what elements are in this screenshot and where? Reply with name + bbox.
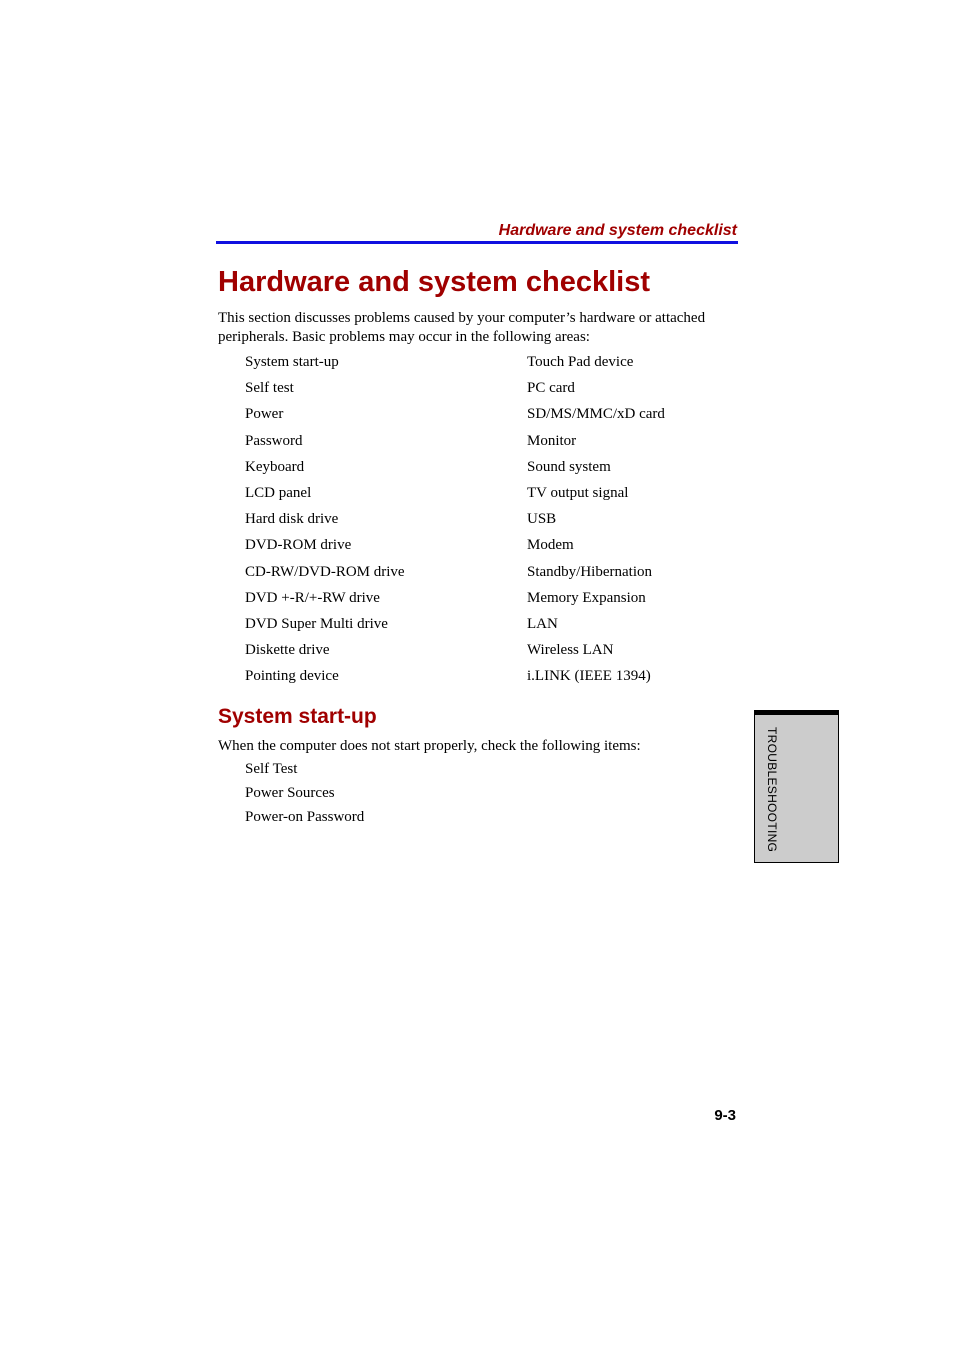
area-left: System start-up <box>245 354 339 370</box>
section-heading-system-startup: System start-up <box>218 705 377 728</box>
chapter-side-tab <box>754 710 839 863</box>
list-item <box>245 615 715 641</box>
area-right: USB <box>527 511 557 528</box>
area-left: LCD panel <box>245 484 312 501</box>
list-item <box>245 510 715 536</box>
problem-areas-list <box>245 353 715 693</box>
area-right: SD/MS/MMC/xD card <box>527 406 665 423</box>
page-title: Hardware and system checklist <box>218 266 650 298</box>
area-left: Keyboard <box>245 458 305 475</box>
area-left: Hard disk drive <box>245 511 339 528</box>
area-left: DVD +-R/+-RW drive <box>245 589 380 606</box>
area-right: Standby/Hibernation <box>527 563 652 580</box>
list-item <box>245 353 715 379</box>
list-item <box>245 536 715 562</box>
area-right: TV output signal <box>527 484 629 501</box>
list-item <box>245 458 715 484</box>
list-item <box>245 484 715 510</box>
area-right: Modem <box>527 537 574 554</box>
area-right: Monitor <box>527 432 577 449</box>
area-left: Self test <box>245 380 294 397</box>
area-right: Touch Pad device <box>527 354 634 370</box>
area-right: LAN <box>527 615 558 632</box>
area-left: Pointing device <box>245 668 339 685</box>
area-right: PC card <box>527 380 575 397</box>
startup-checks-list <box>245 760 364 832</box>
list-item <box>245 379 715 405</box>
list-item <box>245 405 715 431</box>
list-item <box>245 667 715 693</box>
area-right: i.LINK (IEEE 1394) <box>527 668 651 685</box>
area-left: DVD-ROM drive <box>245 537 352 554</box>
list-item: Power-on Password <box>245 809 365 825</box>
area-left: Diskette drive <box>245 642 330 659</box>
area-left: DVD Super Multi drive <box>245 615 388 632</box>
list-item <box>245 432 715 458</box>
list-item <box>245 641 715 667</box>
page-number: 9-3 <box>714 1107 736 1124</box>
header-rule <box>216 241 738 244</box>
area-right: Wireless LAN <box>527 642 614 659</box>
area-right: Sound system <box>527 458 611 475</box>
list-item <box>245 563 715 589</box>
running-header: Hardware and system checklist <box>498 222 737 239</box>
chapter-tab-label: TROUBLESHOOTING <box>765 727 779 853</box>
intro-paragraph: This section discusses problems caused by your computer’s hardware or attached peripherals. Basic problems may occur in the following areas: <box>218 310 706 345</box>
area-left: Power <box>245 406 284 423</box>
area-right: Memory Expansion <box>527 589 646 606</box>
area-left: Password <box>245 432 303 449</box>
section-intro: When the computer does not start properly, check the following items: <box>218 738 641 754</box>
list-item: Power Sources <box>245 785 335 801</box>
list-item <box>245 589 715 615</box>
area-left: CD-RW/DVD-ROM drive <box>245 563 405 580</box>
list-item: Self Test <box>245 761 298 777</box>
